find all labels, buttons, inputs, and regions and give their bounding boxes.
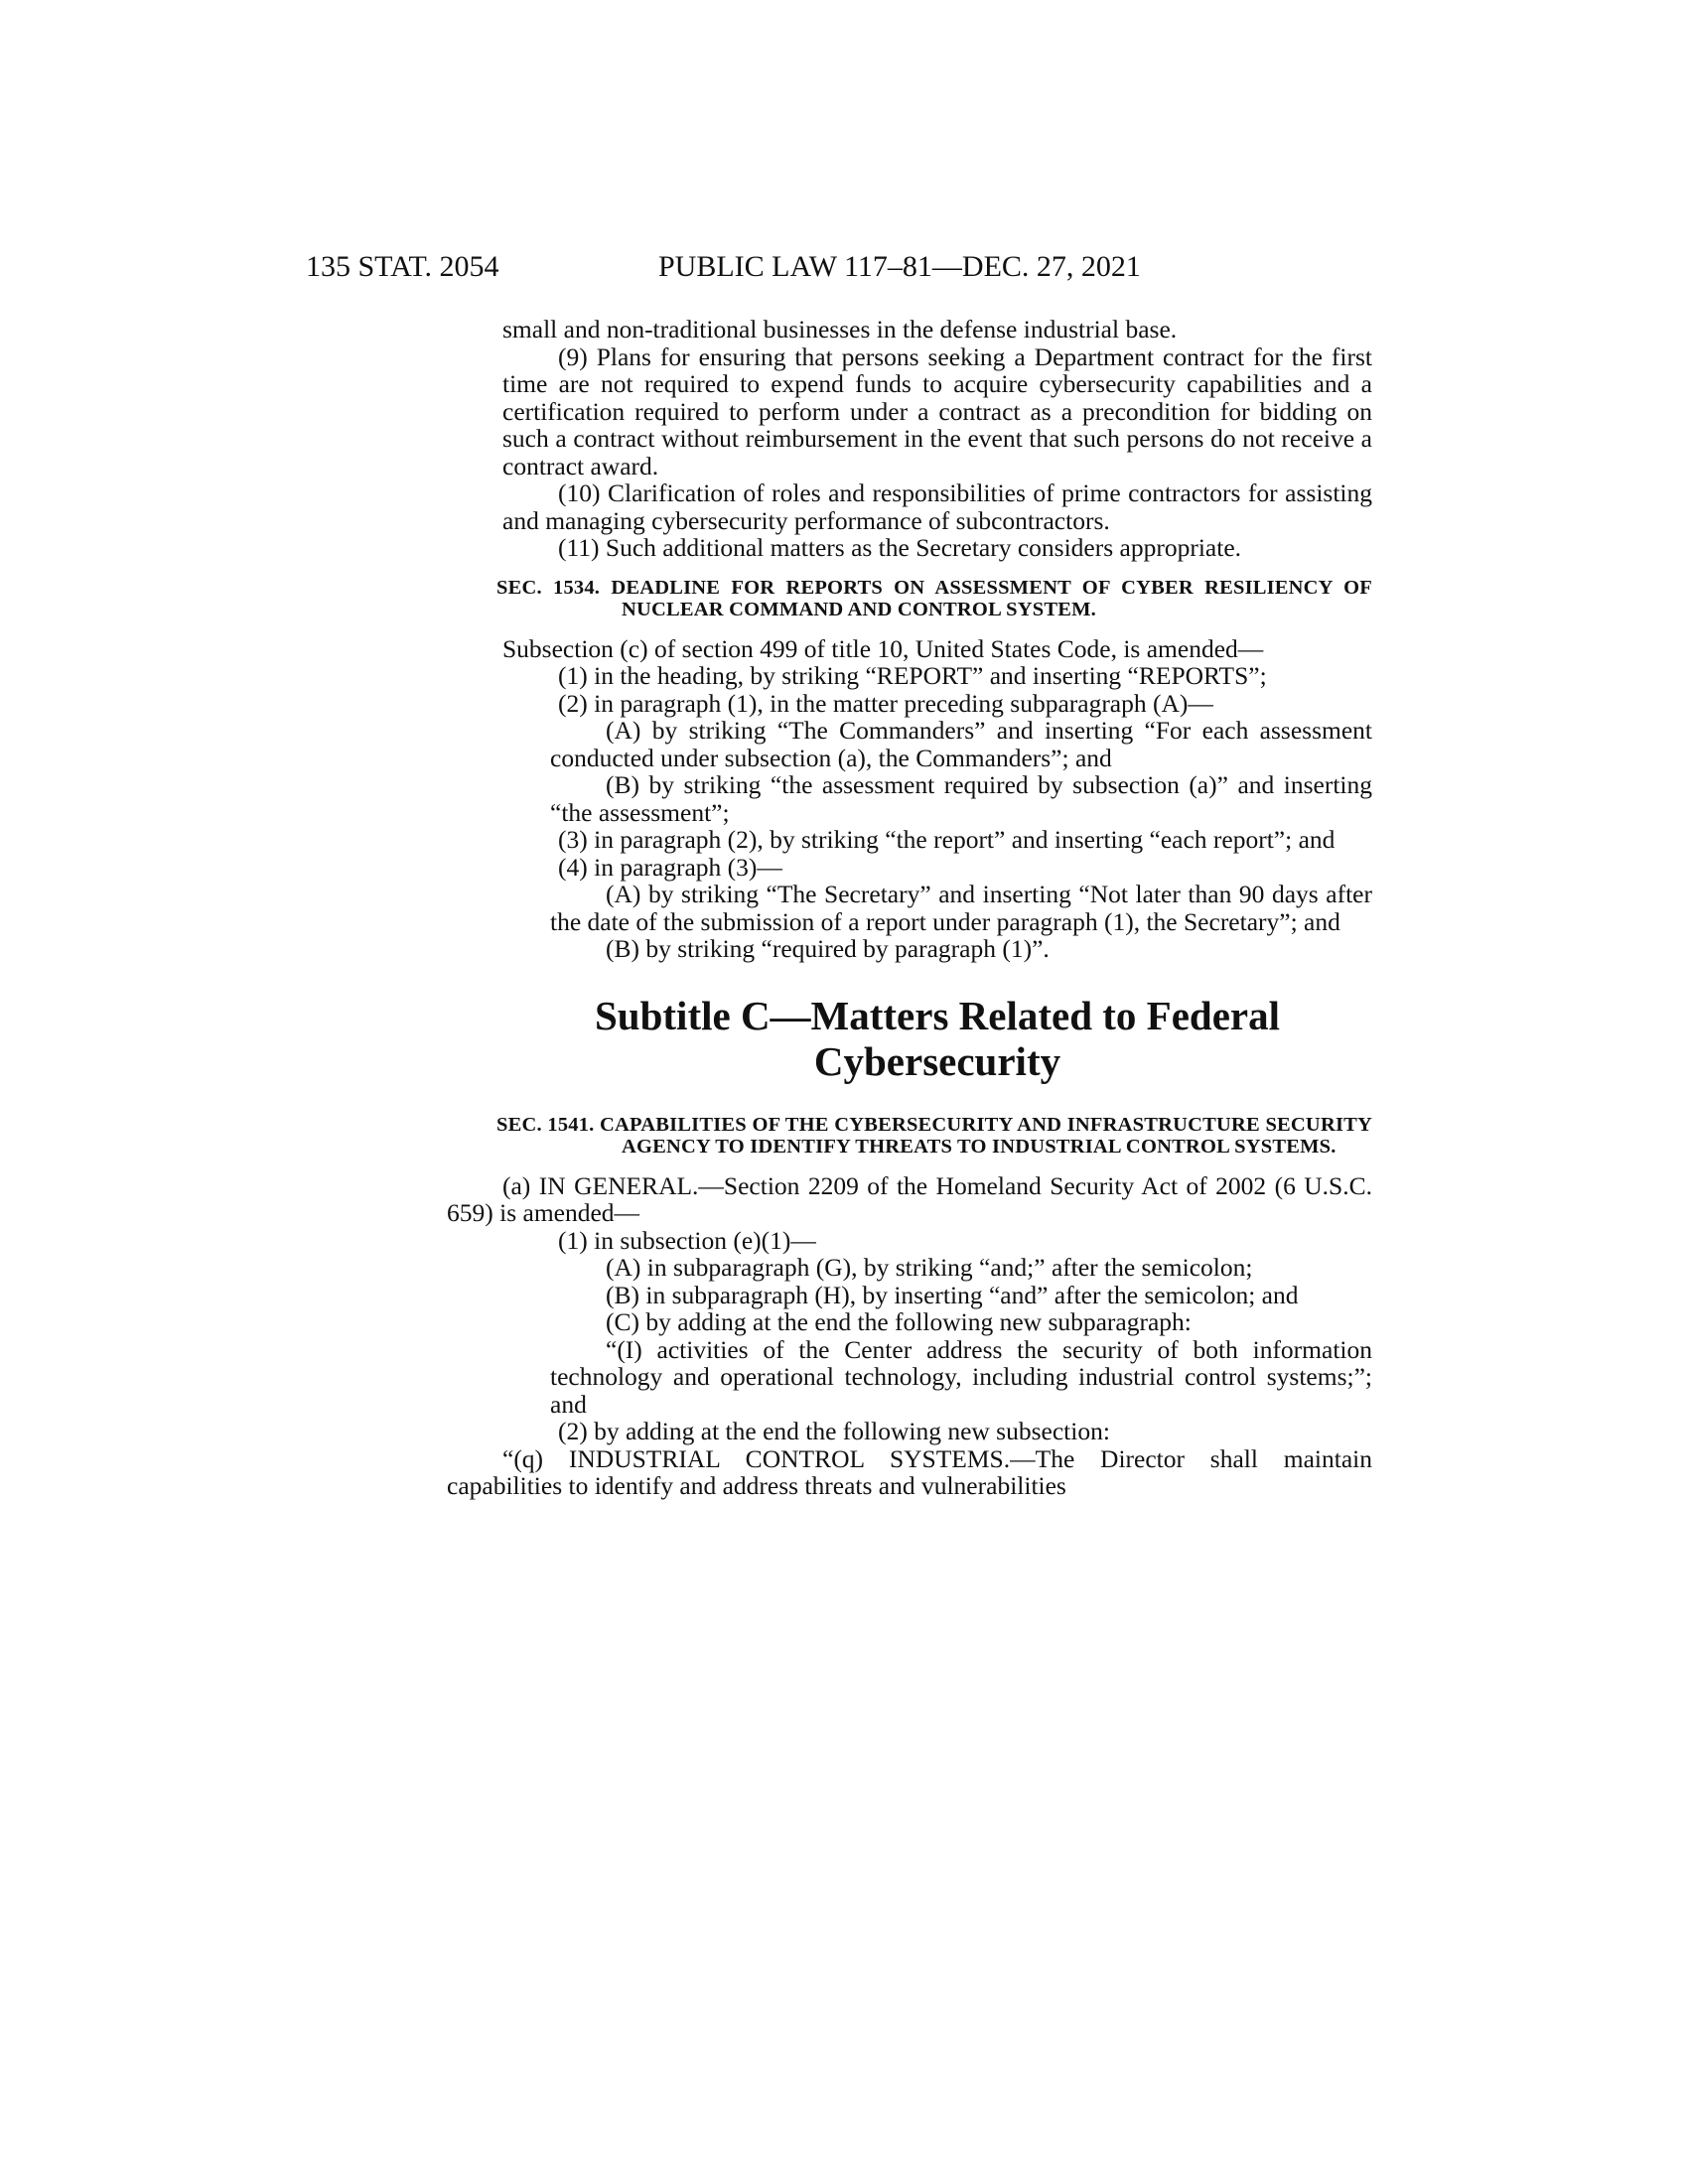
page-header: [306, 250, 1199, 290]
section-1534-paragraph-4B: (B) by striking “required by paragraph (1)”.: [606, 934, 1050, 963]
subtitle-line-2: Cybersecurity: [813, 1037, 1061, 1084]
section-1541-paragraph-1B: (B) in subparagraph (H), by inserting “and” after the semicolon; and: [606, 1280, 1299, 1309]
section-1534-paragraph-2A: (A) by striking “The Commanders” and inserting “For each assessment conducted under subsection (a), the Commanders”; and: [550, 716, 1372, 772]
public-law-title: PUBLIC LAW 117–81—DEC. 27, 2021: [658, 250, 1141, 283]
continued-paragraph: small and non-traditional businesses in the defense industrial base.: [502, 315, 1178, 343]
item-11: (11) Such additional matters as the Secretary considers appropriate.: [558, 533, 1242, 562]
section-1534-paragraph-2B: (B) by striking “the assessment required by subsection (a)” and inserting “the assessment”;: [550, 770, 1372, 827]
subtitle-heading: [502, 993, 1372, 1084]
section-1534-paragraph-1: (1) in the heading, by striking “REPORT” and inserting “REPORTS”;: [558, 661, 1267, 690]
section-1534-paragraph-2: (2) in paragraph (1), in the matter preceding subparagraph (A)—: [558, 688, 1213, 718]
section-1534-intro: Subsection (c) of section 499 of title 10, United States Code, is amended—: [502, 633, 1264, 663]
section-1534-paragraph-4: (4) in paragraph (3)—: [558, 852, 782, 882]
subtitle-line-1: Subtitle C—Matters Related to Federal: [595, 992, 1280, 1038]
section-1541-paragraph-1: (1) in subsection (e)(1)—: [558, 1225, 816, 1255]
section-1534-heading: SEC. 1534. DEADLINE FOR REPORTS ON ASSESSMENT OF CYBER RESILIENCY OF NUCLEAR COMMAND AND CONTROL SYSTEM.: [496, 576, 1372, 620]
section-1541-paragraph-1A: (A) in subparagraph (G), by striking “and;” after the semicolon;: [606, 1253, 1253, 1282]
section-1541-subsection-q: “(q) INDUSTRIAL CONTROL SYSTEMS.—The Director shall maintain capabilities to identify and address threats and vulnerabilities: [447, 1443, 1372, 1500]
item-10: (10) Clarification of roles and responsibilities of prime contractors for assisting and managing cybersecurity performance of subcontractors.: [502, 478, 1372, 535]
section-1541-heading: SEC. 1541. CAPABILITIES OF THE CYBERSECURITY AND INFRASTRUCTURE SECURITY AGENCY TO IDENTIFY THREATS TO INDUSTRIAL CONTROL SYSTEMS.: [496, 1113, 1372, 1158]
section-1534-paragraph-4A: (A) by striking “The Secretary” and inserting “Not later than 90 days after the date of the submission of a report under paragraph (1), the Secretary”; and: [550, 880, 1372, 936]
text-column: [447, 315, 1372, 1500]
stat-page-number: 135 STAT. 2054: [306, 250, 499, 283]
section-1541-quoted-subparagraph-I: “(I) activities of the Center address the security of both information technology and operational technology, including industrial control systems;”; and: [550, 1334, 1372, 1419]
section-1534-paragraph-3: (3) in paragraph (2), by striking “the report” and inserting “each report”; and: [558, 825, 1336, 854]
section-1541-paragraph-2: (2) by adding at the end the following new subsection:: [558, 1417, 1110, 1445]
section-1541-paragraph-1C: (C) by adding at the end the following new subparagraph:: [606, 1307, 1192, 1336]
item-9: (9) Plans for ensuring that persons seeking a Department contract for the first time are not required to expend funds to acquire cybersecurity capabilities and a certification required to perform under a contract as a precondition for bidding on such a contract without reimbursement in the event that such persons do not receive a contract award.: [502, 341, 1372, 480]
section-1541-subsection-a: (a) IN GENERAL.—Section 2209 of the Homeland Security Act of 2002 (6 U.S.C. 659) is amended—: [447, 1170, 1372, 1227]
